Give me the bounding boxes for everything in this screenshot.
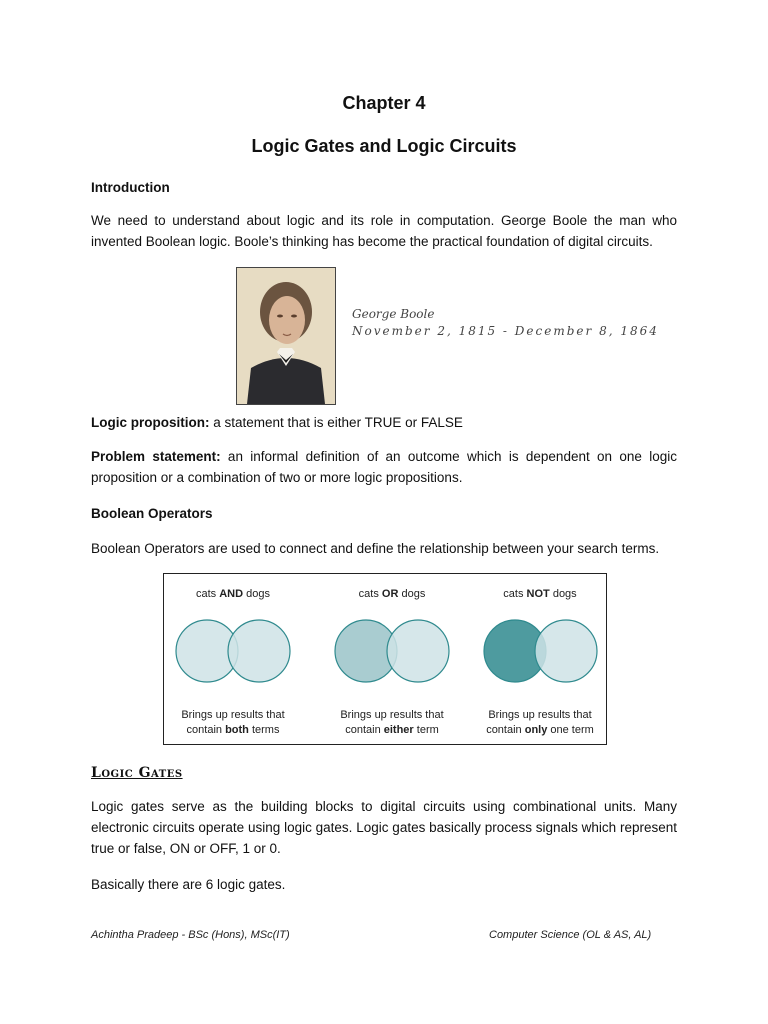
footer-author: Achintha Pradeep - BSc (Hons), MSc(IT) [91, 929, 290, 941]
logic-proposition-definition [91, 412, 677, 433]
logic-gates-text: Logic gates serve as the building blocks to digital circuits using combinational units. Many electronic circuits operate using logic gates. Logic gates basically process signals which represent true or false, ON or OFF, 1 or 0. [91, 799, 677, 856]
venn-or-title: cats OR dogs [358, 588, 426, 600]
venn-not-title: cats NOT dogs [503, 588, 577, 600]
chapter-number: Chapter 4 [342, 93, 426, 113]
venn-or-description: Brings up results that contain either term [340, 709, 444, 736]
venn-and-description: Brings up results that contain both terms [181, 709, 285, 736]
logic-proposition-text: a statement that is either TRUE or FALSE [209, 415, 463, 430]
portrait-illustration [237, 268, 335, 404]
problem-statement-term: Problem statement: [91, 449, 221, 464]
venn-and-dogs-circle [228, 620, 290, 682]
chapter-title: Logic Gates and Logic Circuits [251, 136, 517, 156]
george-boole-portrait [236, 267, 336, 405]
venn-not-description: Brings up results that contain only one term [486, 709, 594, 736]
portrait-caption-dates: November 2, 1815 - December 8, 1864 [352, 324, 659, 338]
logic-proposition-term: Logic proposition: [91, 415, 210, 430]
venn-not-dogs-circle [535, 620, 597, 682]
venn-or-diagram [335, 620, 449, 682]
boolean-venn-diagram [163, 573, 607, 745]
footer-course: Computer Science (OL & AS, AL) [489, 929, 652, 941]
logic-gates-count-text: Basically there are 6 logic gates. [91, 877, 286, 892]
logic-gates-heading: Logic Gates [91, 765, 183, 781]
venn-and-diagram [176, 620, 290, 682]
problem-statement-definition [91, 446, 677, 488]
venn-or-dogs-circle [387, 620, 449, 682]
boolean-operators-heading: Boolean Operators [91, 506, 213, 521]
introduction-heading: Introduction [91, 180, 170, 195]
portrait-caption-name: George Boole [352, 307, 435, 321]
boolean-operators-text: Boolean Operators are used to connect and define the relationship between your search terms. [91, 541, 660, 556]
venn-and-title: cats AND dogs [196, 588, 270, 600]
venn-not-diagram [484, 620, 597, 682]
problem-statement-text: an informal definition of an outcome which is dependent on one logic proposition or a combination of two or more logic propositions. [91, 449, 677, 485]
introduction-text: We need to understand about logic and its role in computation. George Boole the man who invented Boolean logic. Boole’s thinking has become the practical foundation of digital circuits. [91, 213, 677, 249]
